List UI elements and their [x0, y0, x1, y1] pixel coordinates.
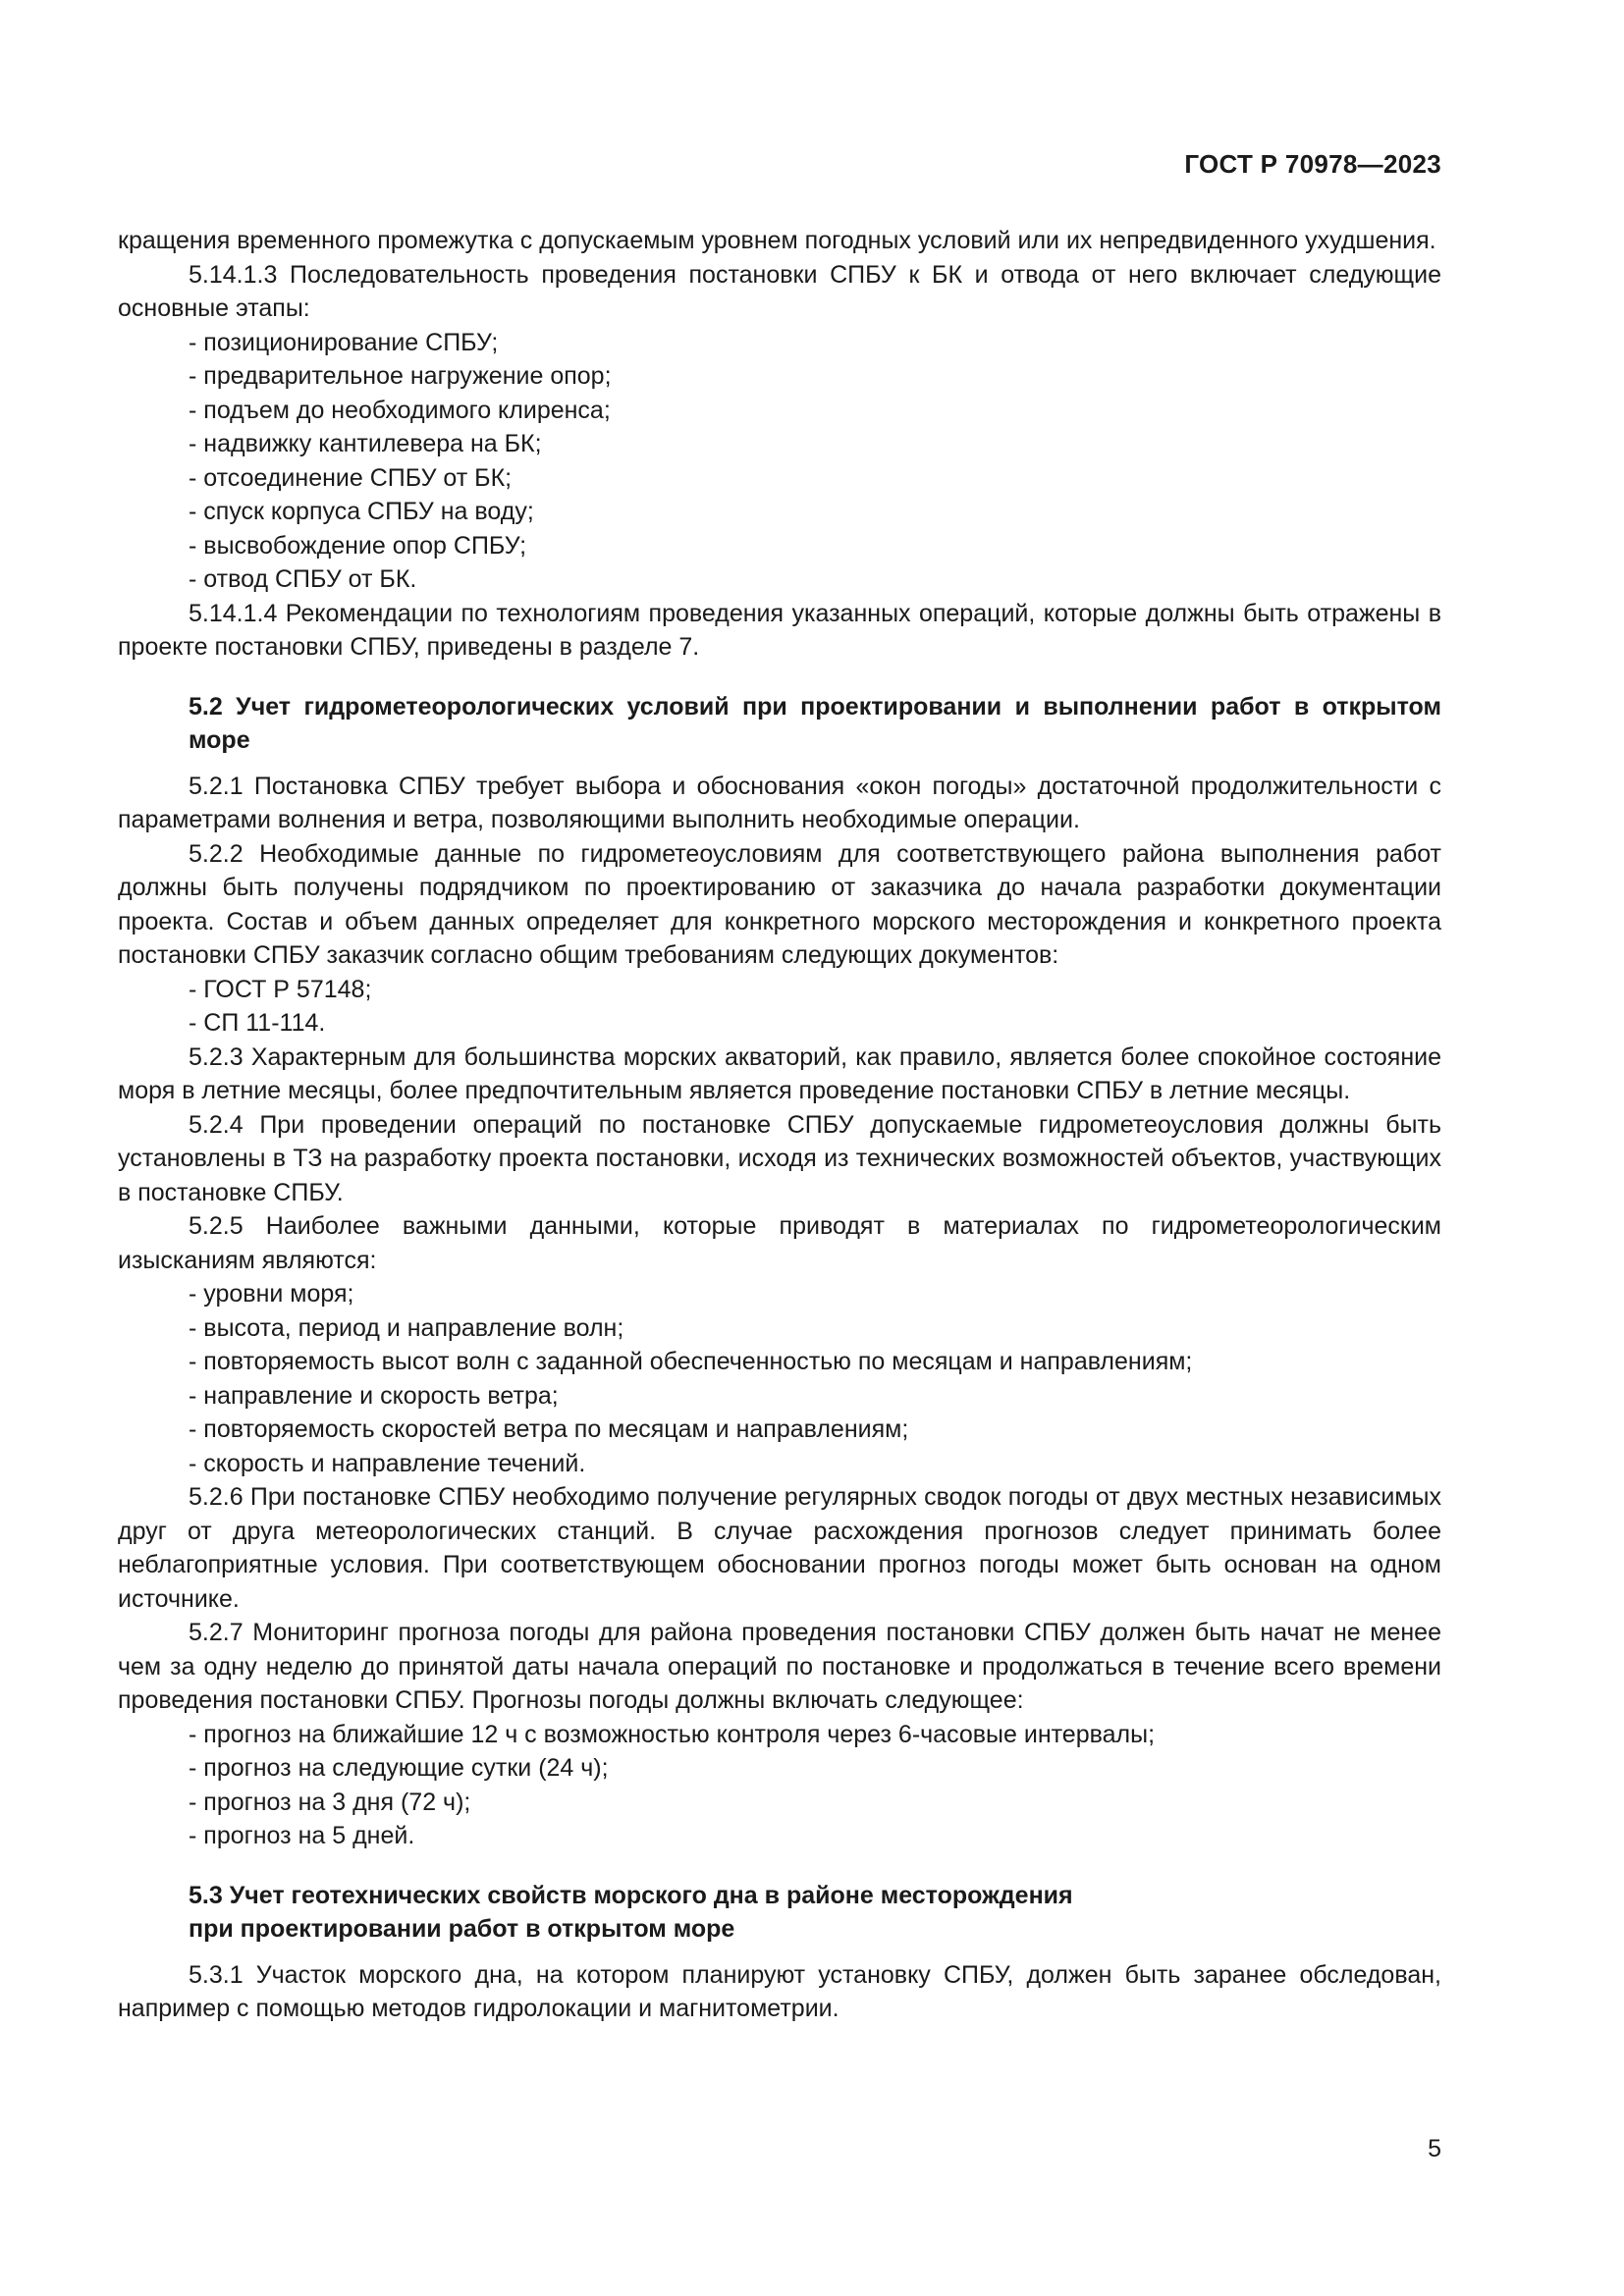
- dash-list: [118, 973, 1441, 1041]
- paragraph: 5.2.5 Наиболее важными данными, которые приводят в материалах по гидрометеорологическим изысканиям являются:: [118, 1212, 1441, 1274]
- paragraph: 5.2.1 Постановка СПБУ требует выбора и обоснования «окон погоды» достаточной продолжительности с параметрами волнения и ветра, позволяющими выполнить необходимые операции.: [118, 772, 1441, 833]
- list-item: - скорость и направление течений.: [189, 1447, 1441, 1481]
- list-item: - спуск корпуса СПБУ на воду;: [189, 495, 1441, 529]
- list-item: - прогноз на 5 дней.: [189, 1819, 1441, 1853]
- paragraph: 5.14.1.3 Последовательность проведения постановки СПБУ к БК и отвода от него включает следующие основные этапы:: [118, 260, 1441, 322]
- paragraph: 5.2.6 При постановке СПБУ необходимо получение регулярных сводок погоды от двух местных независимых друг от друга метеорологических станций. В случае расхождения прогнозов следует принимать более неблагоприятные условия. При соответствующем обосновании прогноз погоды может быть основан на одном источнике.: [118, 1483, 1441, 1613]
- list-item: - уровни моря;: [189, 1277, 1441, 1311]
- list-item: - повторяемость скоростей ветра по месяцам и направлениям;: [189, 1413, 1441, 1447]
- list-item: - повторяемость высот волн с заданной обеспеченностью по месяцам и направлениям;: [189, 1345, 1441, 1379]
- list-item: - высвобождение опор СПБУ;: [189, 529, 1441, 563]
- dash-list: [118, 1277, 1441, 1480]
- paragraph: 5.3.1 Участок морского дна, на котором планируют установку СПБУ, должен быть заранее обследован, например с помощью методов гидролокации и магнитометрии.: [118, 1960, 1441, 2022]
- list-item: - отвод СПБУ от БК.: [189, 562, 1441, 597]
- list-item: - прогноз на следующие сутки (24 ч);: [189, 1751, 1441, 1786]
- list-item: - прогноз на 3 дня (72 ч);: [189, 1786, 1441, 1820]
- list-item: - подъем до необходимого клиренса;: [189, 394, 1441, 428]
- document-body: [118, 224, 1441, 2026]
- dash-list: [118, 1718, 1441, 1853]
- section-heading: 5.3 Учет геотехнических свойств морского дна в районе месторождения при проектировании работ в открытом море: [189, 1881, 1073, 1943]
- paragraph: 5.14.1.4 Рекомендации по технологиям проведения указанных операций, которые должны быть отражены в проекте постановки СПБУ, приведены в разделе 7.: [118, 599, 1441, 661]
- list-item: - СП 11-114.: [189, 1006, 1441, 1041]
- list-item: - отсоединение СПБУ от БК;: [189, 461, 1441, 496]
- section-heading: 5.2 Учет гидрометеорологических условий при проектировании и выполнении работ в открытом море: [189, 692, 1441, 754]
- paragraph: 5.2.2 Необходимые данные по гидрометеоусловиям для соответствующего района выполнения работ должны быть получены подрядчиком по проектированию от заказчика до начала разработки документации проекта. Состав и объем данных определяет для конкретного морского месторождения и конкретного проекта постановки СПБУ заказчик согласно общим требованиям следующих документов:: [118, 839, 1441, 969]
- paragraph: 5.2.3 Характерным для большинства морских акваторий, как правило, является более спокойное состояние моря в летние месяцы, более предпочтительным является проведение постановки СПБУ в летние месяцы.: [118, 1042, 1441, 1104]
- paragraph: 5.2.7 Мониторинг прогноза погоды для района проведения постановки СПБУ должен быть начат не менее чем за одну неделю до принятой даты начала операций по постановке и продолжаться в течение всего времени проведения постановки СПБУ. Прогнозы погоды должны включать следующее:: [118, 1619, 1441, 1714]
- list-item: - направление и скорость ветра;: [189, 1379, 1441, 1414]
- list-item: - надвижку кантилевера на БК;: [189, 427, 1441, 461]
- list-item: - прогноз на ближайшие 12 ч с возможностью контроля через 6-часовые интервалы;: [189, 1718, 1441, 1752]
- document-code: ГОСТ Р 70978—2023: [1184, 149, 1441, 179]
- paragraph: кращения временного промежутка с допускаемым уровнем погодных условий или их непредвиденного ухудшения.: [118, 227, 1436, 254]
- list-item: - предварительное нагружение опор;: [189, 359, 1441, 394]
- paragraph: 5.2.4 При проведении операций по постановке СПБУ допускаемые гидрометеоусловия должны быть установлены в ТЗ на разработку проекта постановки, исходя из технических возможностей объектов, участвующих в постановке СПБУ.: [118, 1110, 1441, 1206]
- list-item: - ГОСТ Р 57148;: [189, 973, 1441, 1007]
- list-item: - позиционирование СПБУ;: [189, 326, 1441, 360]
- dash-list: [118, 326, 1441, 597]
- page-number: 5: [1428, 2135, 1441, 2163]
- list-item: - высота, период и направление волн;: [189, 1311, 1441, 1346]
